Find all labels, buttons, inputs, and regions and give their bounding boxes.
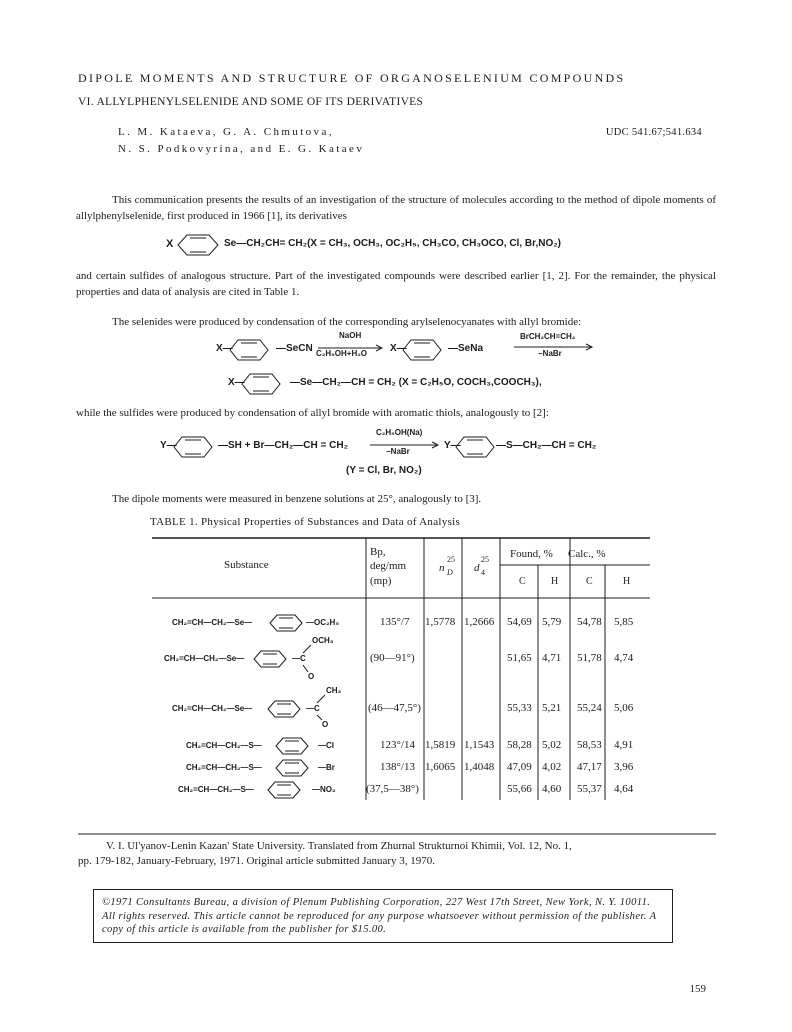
intro-paragraph: This communication presents the results of an investigation of the structure of molecules according to the method of dipole moments of allylphenylselenide, first produced in 1966 [1], its derivatives: [76, 194, 716, 222]
table-grid: [152, 538, 650, 800]
paragraph-4: while the sulfides were produced by condensation of allyl bromide with aromatic thiols, analogously to [2]:: [76, 407, 549, 419]
calc-c: 55,37: [577, 783, 602, 795]
benzene-ring-icon: [403, 340, 441, 360]
calc-h: 3,96: [614, 761, 634, 773]
header-nd-subscript: D: [447, 568, 453, 577]
header-calc-h: H: [623, 576, 631, 587]
refractive-index: 1,5778: [425, 616, 456, 628]
paragraph-3: The selenides were produced by condensation of the corresponding arylselenocyanates with allyl bromide:: [112, 316, 582, 328]
scheme1-x3: X—: [228, 377, 245, 388]
benzene-ring-icon: [276, 760, 308, 776]
calc-c: 51,78: [577, 652, 602, 664]
header-found-c: C: [519, 576, 526, 587]
benzene-ring-icon: [230, 340, 268, 360]
scheme2-product: —S—CH₂—CH = CH₂: [496, 440, 597, 451]
found-h: 4,60: [542, 783, 562, 795]
substance-substituent: —OC₂H₅: [306, 618, 339, 627]
table-caption: TABLE 1. Physical Properties of Substances and Data of Analysis: [150, 516, 461, 528]
scheme2-sh: —SH + Br—CH₂—CH = CH₂: [218, 440, 349, 451]
found-c: 54,69: [507, 616, 532, 628]
boiling-point: 138°/13: [380, 761, 415, 773]
header-calc-c: C: [586, 576, 593, 587]
formula1-chain: Se—CH₂CH= CH₂(X = CH₃, OCH₃, OC₂H₅, CH₃CO, CH₃OCO, Cl, Br,NO₂): [224, 238, 561, 249]
header-bp-mp: (mp): [370, 575, 392, 587]
melting-point: (46—47,5°): [368, 702, 421, 714]
found-h: 4,71: [542, 652, 562, 664]
article-subtitle: VI. ALLYLPHENYLSELENIDE AND SOME OF ITS DERIVATIVES: [78, 96, 424, 108]
header-nd-superscript: 25: [447, 555, 455, 564]
udc-code: UDC 541.67;541.634: [605, 127, 702, 138]
reaction-arrow-icon: [370, 442, 438, 448]
benzene-ring-icon: [178, 235, 218, 255]
scheme2-y2: Y—: [444, 440, 461, 451]
scheme1-naoh: NaOH: [339, 331, 362, 340]
scheme2-y-definition: (Y = Cl, Br, NO₂): [346, 465, 422, 476]
scheme1-x1: X—: [216, 343, 233, 354]
benzene-ring-icon: [276, 738, 308, 754]
boiling-point: 135°/7: [380, 616, 410, 628]
article-title: DIPOLE MOMENTS AND STRUCTURE OF ORGANOSELENIUM COMPOUNDS: [78, 71, 626, 85]
substance-chain: CH₂=CH—CH₂—S—: [186, 763, 262, 772]
calc-c: 58,53: [577, 739, 602, 751]
substance-substituent-top: CH₃: [326, 686, 342, 695]
calc-c: 47,17: [577, 761, 602, 773]
substance-chain: CH₂=CH—CH₂—S—: [178, 785, 254, 794]
calc-h: 5,06: [614, 702, 634, 714]
calc-h: 4,74: [614, 652, 634, 664]
calc-h: 5,85: [614, 616, 634, 628]
scheme1-secn: —SeCN: [276, 343, 313, 354]
scheme1-sena: —SeNa: [448, 343, 484, 354]
substance-chain: CH₂=CH—CH₂—S—: [186, 741, 262, 750]
boiling-point: 123°/14: [380, 739, 415, 751]
header-refractive-index: n: [439, 562, 445, 574]
substance-oxygen: O: [322, 720, 329, 729]
scheme2-byproduct: −NaBr: [386, 447, 410, 456]
substance-substituent: —Cl: [318, 741, 334, 750]
benzene-ring-icon: [268, 782, 300, 798]
header-substance: Substance: [224, 559, 269, 571]
substance-chain: CH₂=CH—CH₂—Se—: [172, 618, 253, 627]
scheme1-x2: X—: [390, 343, 407, 354]
substance-substituent-top: OCH₃: [312, 636, 334, 645]
found-c: 58,28: [507, 739, 532, 751]
scheme2-reagent: C₂H₅OH(Na): [376, 428, 423, 437]
refractive-index: 1,5819: [425, 739, 456, 751]
paragraph-5: The dipole moments were measured in benzene solutions at 25°, analogously to [3].: [112, 493, 482, 505]
density: 1,1543: [464, 739, 495, 751]
substance-substituent: —NO₂: [312, 785, 336, 794]
found-h: 5,21: [542, 702, 562, 714]
header-calc: Calc., %: [568, 548, 606, 560]
found-c: 55,66: [507, 783, 532, 795]
found-c: 51,65: [507, 652, 532, 664]
found-h: 5,02: [542, 739, 562, 751]
scheme1-product: —Se—CH₂—CH = CH₂ (X = C₂H₅O, COCH₃,COOCH₃),: [290, 377, 542, 388]
substance-chain: CH₂=CH—CH₂—Se—: [172, 704, 253, 713]
header-bp: Bp,: [370, 546, 386, 558]
density: 1,4048: [464, 761, 495, 773]
header-d-subscript: 4: [481, 568, 485, 577]
header-density: d: [474, 562, 480, 574]
header-found: Found, %: [510, 548, 553, 560]
benzene-ring-icon: [242, 374, 280, 394]
scheme1-byproduct: −NaBr: [538, 349, 562, 358]
found-c: 55,33: [507, 702, 532, 714]
found-c: 47,09: [507, 761, 532, 773]
affiliation-line-2: pp. 179-182, January-February, 1971. Original article submitted January 3, 1970.: [78, 855, 436, 867]
benzene-ring-icon: [254, 645, 311, 672]
calc-c: 55,24: [577, 702, 602, 714]
formula1-x: X: [166, 238, 174, 250]
benzene-ring-icon: [270, 615, 302, 631]
affiliation-line-1: V. I. Ul'yanov-Lenin Kazan' State University. Translated from Zhurnal Strukturnoi Khimii, Vol. 12, No. 1,: [106, 840, 572, 852]
calc-c: 54,78: [577, 616, 602, 628]
melting-point: (37,5—38°): [366, 783, 419, 795]
refractive-index: 1,6065: [425, 761, 456, 773]
substance-substituent: —Br: [318, 763, 335, 772]
reaction-arrow-icon: [318, 345, 382, 351]
reaction-arrow-icon: [514, 344, 592, 350]
benzene-ring-icon: [456, 437, 494, 457]
header-bp-units: deg/mm: [370, 560, 407, 572]
calc-h: 4,64: [614, 783, 634, 795]
authors-line-2: N. S. Podkovyrina, and E. G. Kataev: [118, 143, 365, 155]
density: 1,2666: [464, 616, 495, 628]
paragraph-2: and certain sulfides of analogous structure. Part of the investigated compounds were described earlier [1, 2]. For the remainder, the physical properties and data of analysis are cited in Table 1.: [76, 270, 716, 298]
substance-chain: CH₂=CH—CH₂—Se—: [164, 654, 245, 663]
scheme1-reagent: BrCH₂CH=CH₂: [520, 332, 576, 341]
melting-point: (90—91°): [370, 652, 415, 664]
found-h: 5,79: [542, 616, 562, 628]
page-number: 159: [689, 983, 706, 995]
scheme2-y1: Y—: [160, 440, 177, 451]
substance-oxygen: O: [308, 672, 315, 681]
calc-h: 4,91: [614, 739, 634, 751]
benzene-ring-icon: [268, 695, 325, 720]
header-found-h: H: [551, 576, 559, 587]
copyright-notice: ©1971 Consultants Bureau, a division of Plenum Publishing Corporation, 227 West 17th Street, New York, N. Y. 10011. All rights reserved. This article cannot be reproduced for any purpose whatsoever without permission of the publisher. A copy of this article is available from the publisher for $15.00.: [93, 889, 673, 943]
substance-substituent: —C: [306, 704, 320, 713]
benzene-ring-icon: [174, 437, 212, 457]
substance-substituent: —C: [292, 654, 306, 663]
authors-line-1: L. M. Kataeva, G. A. Chmutova,: [118, 126, 334, 138]
header-d-superscript: 25: [481, 555, 489, 564]
found-h: 4,02: [542, 761, 562, 773]
scheme1-solvent: C₂H₅OH+H₂O: [316, 349, 368, 358]
